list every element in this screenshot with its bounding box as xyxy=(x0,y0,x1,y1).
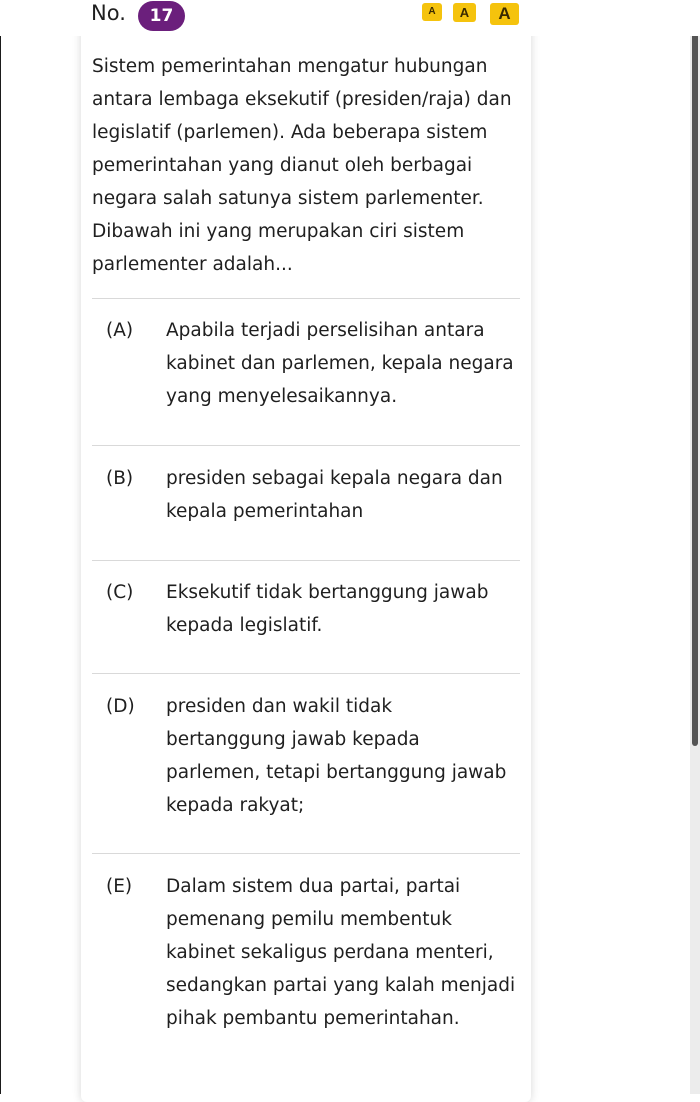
option-letter: (C) xyxy=(106,582,134,603)
divider xyxy=(92,853,520,854)
font-size-small-button[interactable]: A xyxy=(422,3,442,21)
question-text: Sistem pemerintahan mengatur hubungan antara lembaga eksekutif (presiden/raja) dan legislatif (parlemen). Ada beberapa sistem pemerintahan yang dianut oleh berbagai negara salah satunya sistem parlementer. Dibawah ini yang merupakan ciri sistem parlementer adalah... xyxy=(92,56,512,275)
option-text: Apabila terjadi perselisihan antara kabinet dan parlemen, kepala negara yang menyelesaikannya. xyxy=(166,320,514,407)
divider xyxy=(92,560,520,561)
option-a[interactable] xyxy=(92,314,522,414)
divider xyxy=(92,298,520,299)
option-c[interactable] xyxy=(92,576,522,642)
option-letter: (E) xyxy=(106,876,133,897)
option-letter: (D) xyxy=(106,696,135,717)
option-text: Eksekutif tidak bertanggung jawab kepada legislatif. xyxy=(166,582,489,636)
option-text: presiden dan wakil tidak bertanggung jawab kepada parlemen, tetapi bertanggung jawab kepada rakyat; xyxy=(166,696,507,816)
window-left-edge xyxy=(0,0,1,1094)
option-letter: (B) xyxy=(106,468,134,489)
divider xyxy=(92,445,520,446)
option-e[interactable] xyxy=(92,870,522,1068)
option-letter: (A) xyxy=(106,320,134,341)
option-d[interactable] xyxy=(92,690,522,822)
option-text: presiden sebagai kepala negara dan kepala pemerintahan xyxy=(166,468,503,522)
question-number-label: No. xyxy=(91,1,126,25)
question-header xyxy=(0,0,700,36)
font-size-large-button[interactable]: A xyxy=(490,3,519,25)
divider xyxy=(92,673,520,674)
option-b[interactable] xyxy=(92,462,522,528)
question-number-badge: 17 xyxy=(138,1,185,31)
scrollbar-thumb[interactable] xyxy=(692,6,698,746)
font-size-medium-button[interactable]: A xyxy=(453,3,476,22)
scrollbar-track[interactable] xyxy=(690,0,700,1094)
option-text: Dalam sistem dua partai, partai pemenang pemilu membentuk kabinet sekaligus perdana menteri, sedangkan partai yang kalah menjadi pihak pembantu pemerintahan. xyxy=(166,876,516,1029)
